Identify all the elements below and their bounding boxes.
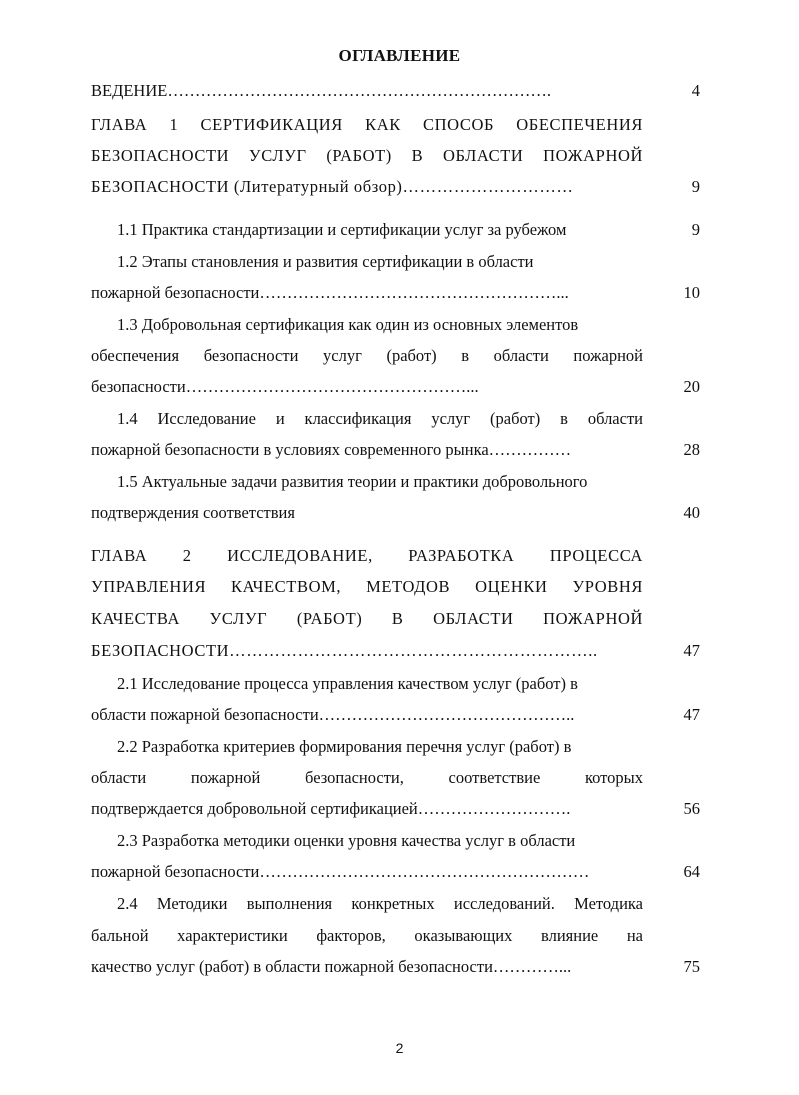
toc-section1-2-line1: 1.2 Этапы становления и развития сертификации в области (117, 252, 534, 271)
toc-chapter2-line3: КАЧЕСТВА УСЛУГ (РАБОТ) В ОБЛАСТИ ПОЖАРНОЙ (91, 609, 643, 628)
toc-chapter1-line3: БЕЗОПАСНОСТИ (Литературный обзор)………………………… (91, 177, 574, 196)
page-number: 2 (395, 1040, 404, 1056)
toc-chapter1-line1: ГЛАВА 1 СЕРТИФИКАЦИЯ КАК СПОСОБ ОБЕСПЕЧЕНИЯ (91, 115, 643, 134)
toc-section2-1-line1: 2.1 Исследование процесса управления качеством услуг (работ) в (117, 674, 578, 693)
toc-section2-4-line1: 2.4 Методики выполнения конкретных исследований. Методика (117, 894, 643, 913)
toc-section2-4-line3: качество услуг (работ) в области пожарной безопасности…………... (91, 957, 572, 976)
toc-page-section2-2: 56 (683, 799, 700, 818)
toc-section2-2-line3: подтверждается добровольной сертификацией………………………. (91, 799, 571, 818)
toc-section1-5-line2: подтверждения соответствия (91, 503, 295, 522)
toc-section2-4-line2: бальной характеристики факторов, оказывающих влияние на (91, 926, 643, 945)
toc-page-chapter1: 9 (691, 177, 700, 196)
toc-chapter2-line4: БЕЗОПАСНОСТИ……………………………………………………….. (91, 641, 598, 660)
toc-entry-introduction: ВЕДЕНИЕ……………………………………………………………. (91, 81, 551, 100)
toc-section1-1-line1: 1.1 Практика стандартизации и сертификации услуг за рубежом (117, 220, 567, 239)
toc-section2-3-line2: пожарной безопасности…………………………………………………… (91, 862, 590, 881)
toc-section1-5-line1: 1.5 Актуальные задачи развития теории и практики добровольного (117, 472, 588, 491)
toc-page-section2-3: 64 (683, 862, 700, 881)
toc-page-chapter2: 47 (683, 641, 700, 660)
toc-section1-4-line2: пожарной безопасности в условиях современного рынка…………… (91, 440, 572, 459)
toc-page-section1-3: 20 (683, 377, 700, 396)
toc-section2-2-line1: 2.2 Разработка критериев формирования перечня услуг (работ) в (117, 737, 572, 756)
toc-section1-3-line2: обеспечения безопасности услуг (работ) в области пожарной (91, 346, 643, 365)
toc-page-section1-2: 10 (683, 283, 700, 302)
toc-page-section2-4: 75 (683, 957, 700, 976)
toc-title: ОГЛАВЛЕНИЕ (338, 46, 461, 65)
toc-section2-2-line2: области пожарной безопасности, соответствие которых (91, 768, 643, 787)
toc-page-section2-1: 47 (683, 705, 700, 724)
toc-section1-3-line1: 1.3 Добровольная сертификация как один из основных элементов (117, 315, 579, 334)
toc-section1-2-line2: пожарной безопасности………………………………………………... (91, 283, 569, 302)
toc-section1-4-line1: 1.4 Исследование и классификация услуг (работ) в области (117, 409, 643, 428)
toc-chapter1-line2: БЕЗОПАСНОСТИ УСЛУГ (РАБОТ) В ОБЛАСТИ ПОЖАРНОЙ (91, 146, 643, 165)
toc-chapter2-line2: УПРАВЛЕНИЯ КАЧЕСТВОМ, МЕТОДОВ ОЦЕНКИ УРОВНЯ (91, 577, 643, 596)
toc-page-section1-1: 9 (691, 220, 700, 239)
toc-page-section1-4: 28 (683, 440, 700, 459)
toc-section2-3-line1: 2.3 Разработка методики оценки уровня качества услуг в области (117, 831, 576, 850)
toc-section1-3-line3: безопасности……………………………………………... (91, 377, 479, 396)
toc-page-introduction: 4 (691, 81, 700, 100)
toc-page-section1-5: 40 (683, 503, 700, 522)
toc-section2-1-line2: области пожарной безопасности……………………………………….. (91, 705, 575, 724)
toc-chapter2-line1: ГЛАВА 2 ИССЛЕДОВАНИЕ, РАЗРАБОТКА ПРОЦЕССА (91, 546, 643, 565)
